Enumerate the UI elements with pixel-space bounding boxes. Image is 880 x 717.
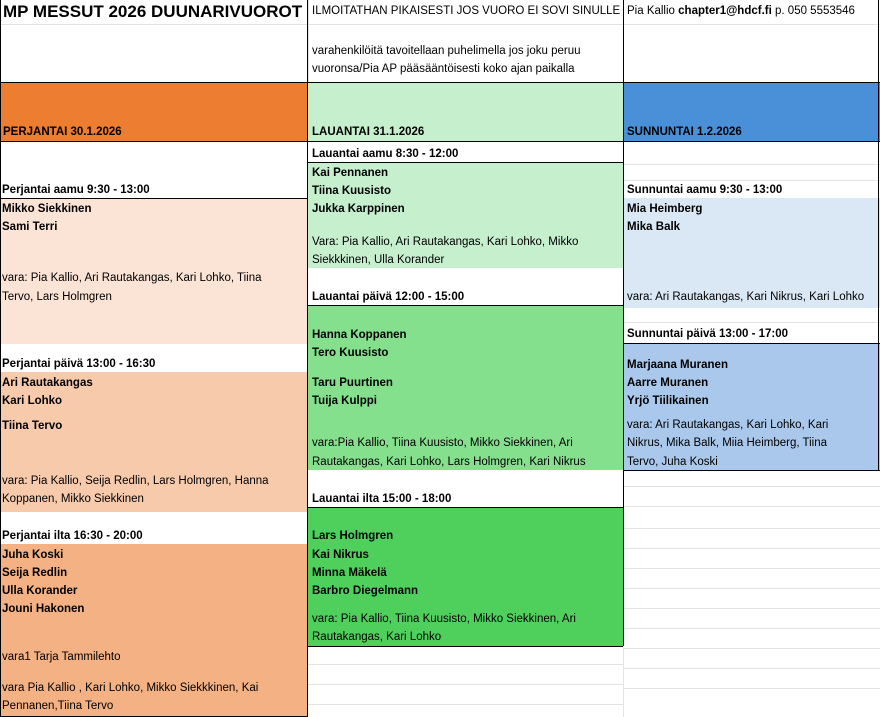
saturday-day-label: Lauantai päivä 12:00 - 15:00 (312, 291, 465, 303)
reserve-text: Rautakangas, Kari Lohko, Lars Holmgren, Kari Nikrus (312, 456, 586, 468)
reserve-text: Koppanen, Mikko Siekkinen (2, 493, 144, 505)
worker-name: Ulla Korander (2, 585, 78, 597)
note-line-1: varahenkilöitä tavoitellaan puhelimella jos joku peruu (312, 45, 581, 57)
reserve-text: vara: Pia Kallio, Seija Redlin, Lars Holmgren, Hanna (2, 475, 269, 487)
saturday-morning-label: Lauantai aamu 8:30 - 12:00 (312, 148, 459, 160)
reserve-text: Siekkkinen, Ulla Korander (312, 254, 445, 266)
worker-name: Mikko Siekkinen (2, 203, 92, 215)
worker-name: Jukka Karppinen (312, 203, 405, 215)
worker-name: Tiina Tervo (2, 420, 63, 432)
worker-name: Tiina Kuusisto (312, 185, 392, 197)
worker-name: Kai Pennanen (312, 167, 389, 179)
sunday-title: SUNNUNTAI 1.2.2026 (627, 126, 742, 138)
reserve-text: vara: Ari Rautakangas, Kari Lohko, Kari (627, 419, 829, 431)
worker-name: Tero Kuusisto (312, 347, 389, 359)
sheet-title: MP MESSUT 2026 DUUNARIVUOROT (3, 2, 303, 21)
reserve-text: Vara: Pia Kallio, Ari Rautakangas, Kari Lohko, Mikko (312, 236, 579, 248)
contact-line (627, 3, 855, 19)
contact-email[interactable]: chapter1@hdcf.fi (678, 5, 772, 17)
reserve-text: vara Pia Kallio , Kari Lohko, Mikko Siekkkinen, Kai (2, 682, 259, 694)
worker-name: Seija Redlin (2, 567, 68, 579)
worker-name: Taru Puurtinen (312, 377, 393, 389)
sunday-day-label: Sunnuntai päivä 13:00 - 17:00 (627, 328, 789, 340)
worker-name: Ari Rautakangas (2, 377, 93, 389)
contact-name: Pia Kallio (627, 5, 675, 17)
reserve-text: Tervo, Lars Holmgren (2, 291, 112, 303)
worker-name: Hanna Koppanen (312, 329, 407, 341)
friday-title: PERJANTAI 30.1.2026 (3, 126, 122, 138)
reserve-text: Rautakangas, Kari Lohko (312, 631, 442, 643)
reserve-text: vara: Pia Kallio, Tiina Kuusisto, Mikko Siekkinen, Ari (312, 613, 576, 625)
worker-name: Kari Lohko (2, 395, 63, 407)
contact-phone: p. 050 5553546 (775, 5, 855, 17)
reserve-text: Tervo, Juha Koski (627, 456, 718, 468)
worker-name: Jouni Hakonen (2, 603, 85, 615)
note-line-2: vuoronsa/Pia AP pääsääntöisesti koko ajan paikalla (312, 63, 575, 75)
reserve-text: vara: Pia Kallio, Ari Rautakangas, Kari Lohko, Tiina (2, 272, 262, 284)
worker-name: Aarre Muranen (627, 377, 709, 389)
worker-name: Mia Heimberg (627, 203, 703, 215)
worker-name: Barbro Diegelmann (312, 585, 419, 597)
worker-name: Juha Koski (2, 549, 64, 561)
friday-day-label: Perjantai päivä 13:00 - 16:30 (2, 358, 156, 370)
worker-name: Sami Terri (2, 221, 58, 233)
worker-name: Yrjö Tiilikainen (627, 395, 709, 407)
reserve-text: vara: Ari Rautakangas, Kari Nikrus, Kari Lohko (627, 291, 865, 303)
reserve-text: vara:Pia Kallio, Tiina Kuusisto, Mikko Siekkinen, Ari (312, 437, 573, 449)
worker-name: Mika Balk (627, 221, 681, 233)
worker-name: Tuija Kulppi (312, 395, 377, 407)
reserve-text: Pennanen,Tiina Tervo (2, 700, 114, 712)
reserve-text: Nikrus, Mika Balk, Miia Heimberg, Tiina (627, 437, 828, 449)
notice-text: ILMOITATHAN PIKAISESTI JOS VUORO EI SOVI SINULLE (312, 5, 621, 17)
saturday-title: LAUANTAI 31.1.2026 (312, 126, 425, 138)
sunday-morning-label: Sunnuntai aamu 9:30 - 13:00 (627, 184, 783, 196)
worker-name: Kai Nikrus (312, 549, 369, 561)
reserve-text: vara1 Tarja Tammilehto (2, 651, 121, 663)
friday-evening-label: Perjantai ilta 16:30 - 20:00 (2, 530, 143, 542)
worker-name: Minna Mäkelä (312, 567, 387, 579)
friday-morning-label: Perjantai aamu 9:30 - 13:00 (2, 184, 150, 196)
worker-name: Marjaana Muranen (627, 359, 728, 371)
worker-name: Lars Holmgren (312, 530, 394, 542)
saturday-evening-label: Lauantai ilta 15:00 - 18:00 (312, 493, 452, 505)
